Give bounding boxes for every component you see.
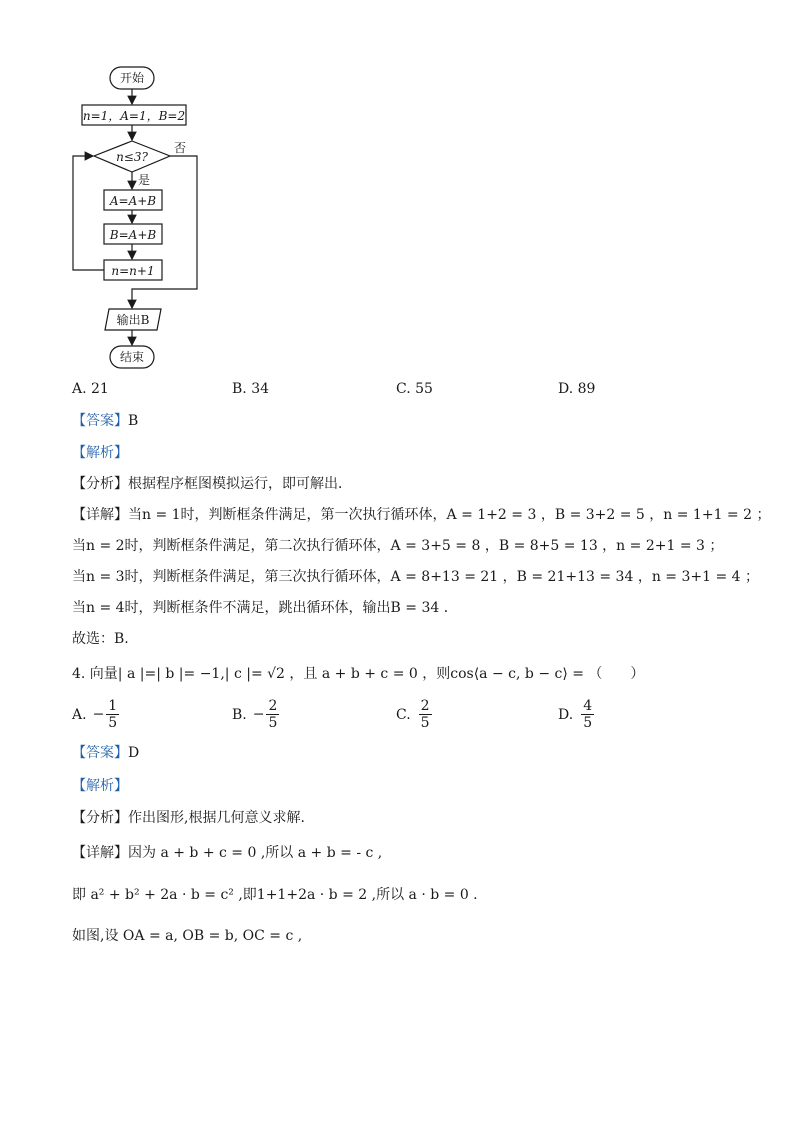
q4-detail-label: 【详解】 — [72, 845, 128, 861]
q4-fenxi-text: 作出图形,根据几何意义求解. — [128, 810, 305, 826]
q3-choose: 故选：B. — [72, 631, 129, 647]
q4-detail-line-1 — [72, 844, 382, 862]
q4-detail-line-2: 即 a² + b² + 2a · b = c² ,即1+1+2a · b = 2 ,所以 a · b = 0 . — [72, 887, 478, 903]
q4-option-a-sign: − — [92, 706, 105, 723]
q4-option-d — [558, 698, 596, 731]
q4-option-d-den: 5 — [583, 715, 593, 731]
flow-condition-text: n≤3? — [116, 150, 148, 164]
q3-fenxi — [72, 475, 352, 493]
q4-option-b-sign: − — [252, 706, 265, 723]
q3-option-c: C. 55 — [396, 381, 433, 397]
q4-detail-line-3: 如图,设 OA = a, OB = b, OC = c , — [72, 928, 303, 944]
q4-analysis-title: 【解析】 — [72, 778, 128, 794]
q3-answer-value: B — [128, 413, 139, 429]
q3-detail-line-1 — [72, 506, 770, 524]
q4-option-b-den: 5 — [268, 715, 278, 731]
q4-option-c-num: 2 — [420, 698, 430, 714]
q4-stem: 4. 向量| a |=| b |= −1,| c |= √2 ，且 a + b + c = 0 ，则cos⟨a − c, b − c⟩ = （ ） — [72, 666, 645, 682]
q4-option-d-label: D. — [558, 706, 574, 723]
flow-yes-label: 是 — [137, 173, 151, 187]
q3-fenxi-label: 【分析】 — [72, 476, 128, 492]
q4-option-c-den: 5 — [420, 715, 430, 731]
q4-option-a-label: A. — [72, 706, 87, 723]
q4-option-d-fraction — [581, 698, 594, 731]
q4-option-b-fraction — [266, 698, 279, 731]
q4-fenxi-label: 【分析】 — [72, 810, 128, 826]
q4-option-b-label: B. — [232, 706, 247, 723]
flow-start-text: 开始 — [119, 71, 145, 85]
q4-option-d-num: 4 — [583, 698, 593, 714]
flow-init-text: n=1，A=1，B=2 — [82, 109, 186, 123]
q4-option-c-fraction — [419, 698, 432, 731]
q3-detail-line-4: 当n = 4时，判断框条件不满足，跳出循环体，输出B = 34 ． — [72, 600, 458, 616]
q3-option-a: A. 21 — [72, 381, 109, 397]
q4-option-b — [232, 698, 281, 731]
flow-no-label: 否 — [173, 141, 187, 155]
flow-step2-text: B=A+B — [109, 228, 157, 242]
q4-option-a-num: 1 — [108, 698, 118, 714]
q3-detail-text-1: 当n = 1时，判断框条件满足，第一次执行循环体，A = 1+2 = 3 ，B = 3+2 = 5 ，n = 1+1 = 2 ； — [128, 507, 771, 523]
q3-option-b: B. 34 — [232, 381, 270, 397]
q4-option-c — [396, 698, 434, 731]
q4-fenxi — [72, 809, 305, 827]
flowchart — [60, 62, 300, 372]
q4-option-a-den: 5 — [108, 715, 118, 731]
flow-step1-text: A=A+B — [109, 194, 157, 208]
q3-detail-line-2: 当n = 2时，判断框条件满足，第二次执行循环体，A = 3+5 = 8 ，B = 8+5 = 13 ，n = 2+1 = 3 ； — [72, 538, 724, 554]
q4-option-a — [72, 698, 121, 731]
q3-answer — [72, 412, 138, 430]
q4-option-b-num: 2 — [268, 698, 278, 714]
q4-answer — [72, 744, 139, 762]
flow-output-text: 输出B — [116, 313, 150, 327]
q4-answer-value: D — [128, 745, 140, 761]
q4-option-a-fraction — [106, 698, 119, 731]
flow-step3-text: n=n+1 — [111, 264, 155, 278]
q3-detail-line-3: 当n = 3时，判断框条件满足，第三次执行循环体，A = 8+13 = 21 ，B = 21+13 = 34 ，n = 3+1 = 4 ； — [72, 569, 759, 585]
q3-analysis-title: 【解析】 — [72, 445, 128, 461]
flow-end-text: 结束 — [119, 350, 145, 364]
q4-detail-text-1: 因为 a + b + c = 0 ,所以 a + b = - c , — [128, 845, 383, 861]
q3-answer-label: 【答案】 — [72, 413, 128, 429]
q3-fenxi-text: 根据程序框图模拟运行，即可解出． — [128, 476, 352, 492]
q3-detail-label: 【详解】 — [72, 507, 128, 523]
q4-answer-label: 【答案】 — [72, 745, 128, 761]
q3-option-d: D. 89 — [558, 381, 596, 397]
q4-option-c-label: C. — [396, 706, 411, 723]
